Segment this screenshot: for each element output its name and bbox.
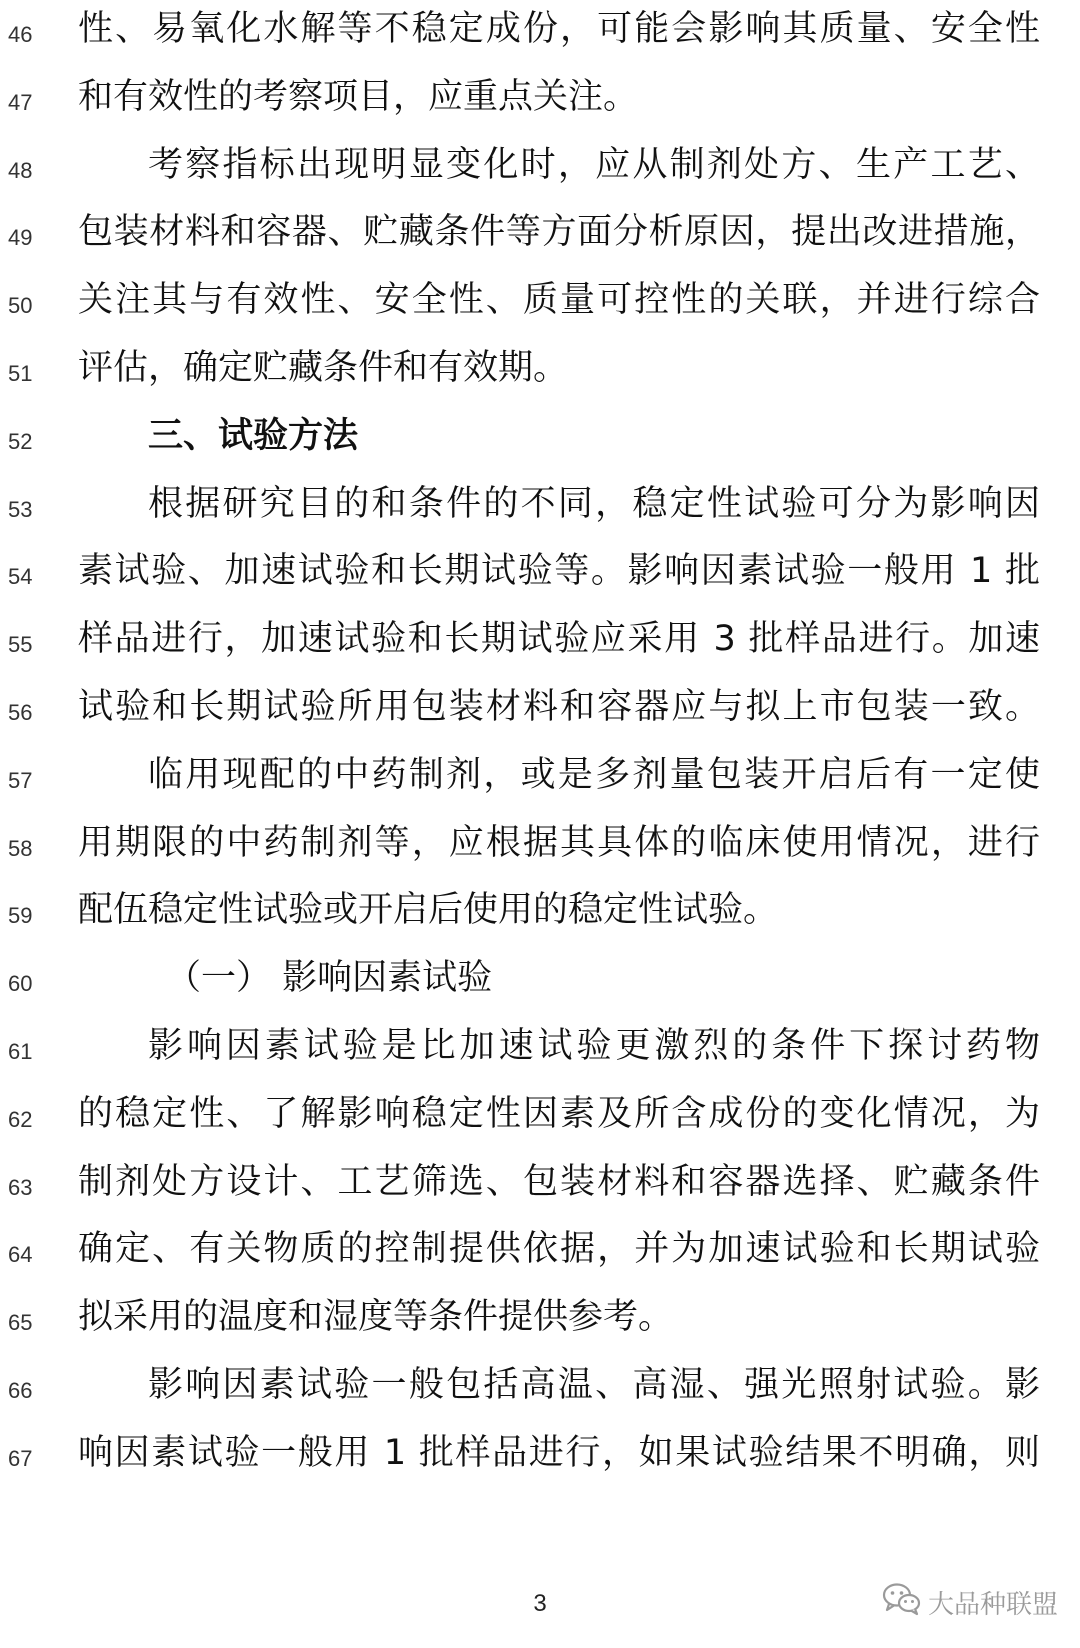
text-line: [0, 1356, 1080, 1428]
line-number: 55: [8, 632, 33, 658]
line-number: 57: [8, 767, 33, 793]
line-text: 性、易氧化水解等不稳定成份，可能会影响其质量、安全性: [78, 9, 1040, 49]
text-line: [0, 949, 1080, 1021]
text-line: [0, 1017, 1080, 1089]
text-line: [0, 136, 1080, 208]
text-line: [0, 542, 1080, 614]
line-text: 考察指标出现明显变化时，应从制剂处方、生产工艺、: [148, 144, 1040, 185]
text-line: [0, 0, 1080, 72]
watermark: [882, 1582, 1058, 1623]
text-line: [0, 203, 1080, 275]
line-number: 52: [8, 428, 33, 454]
text-line: [0, 475, 1080, 547]
section-heading: 三、试验方法: [148, 415, 359, 456]
subsection-heading: （一） 影响因素试验: [166, 958, 493, 999]
text-line: [0, 407, 1080, 479]
line-number: 51: [8, 361, 33, 386]
text-line: [0, 610, 1080, 682]
wechat-icon: [882, 1582, 922, 1623]
text-line: [0, 68, 1080, 140]
line-text: 临用现配的中药制剂，或是多剂量包装开启后有一定使: [148, 754, 1040, 795]
line-number: 53: [8, 496, 33, 522]
text-line: [0, 339, 1080, 411]
line-number: 62: [8, 1106, 33, 1132]
text-line: [0, 1153, 1080, 1225]
line-number: 48: [8, 157, 33, 183]
line-text: 素试验、加速试验和长期试验等。影响因素试验一般用 1 批: [78, 551, 1040, 592]
line-number: 60: [8, 971, 33, 997]
line-text: 试验和长期试验所用包装材料和容器应与拟上市包装一致。: [78, 687, 1040, 727]
text-line: [0, 1085, 1080, 1157]
line-text: 用期限的中药制剂等，应根据其具体的临床使用情况，进行: [78, 822, 1040, 863]
line-text: 关注其与有效性、安全性、质量可控性的关联，并进行综合: [78, 280, 1040, 321]
text-line: [0, 814, 1080, 886]
line-text: 影响因素试验一般包括高温、高湿、强光照射试验。影: [148, 1365, 1040, 1405]
line-number: 59: [8, 903, 33, 929]
line-number: 63: [8, 1174, 33, 1200]
text-line: [0, 1288, 1080, 1360]
line-number: 46: [8, 22, 33, 47]
line-number: 47: [8, 89, 33, 115]
line-text: 影响因素试验是比加速试验更激烈的条件下探讨药物: [148, 1026, 1040, 1066]
text-line: [0, 271, 1080, 343]
text-line: [0, 1424, 1080, 1496]
line-text: 配伍稳定性试验或开启后使用的稳定性试验。: [78, 890, 779, 931]
line-number: 54: [8, 564, 33, 590]
watermark-text: 大品种联盟: [927, 1590, 1058, 1620]
line-text: 响因素试验一般用 1 批样品进行，如果试验结果不明确，则: [78, 1432, 1040, 1473]
text-line: [0, 746, 1080, 818]
line-text: 和有效性的考察项目，应重点关注。: [78, 76, 639, 117]
line-text: 拟采用的温度和湿度等条件提供参考。: [78, 1297, 674, 1338]
line-number: 56: [8, 700, 33, 725]
line-text: 包装材料和容器、贮藏条件等方面分析原因，提出改进措施，: [78, 212, 1040, 253]
line-text: 确定、有关物质的控制提供依据，并为加速试验和长期试验: [78, 1229, 1040, 1270]
line-number: 64: [8, 1242, 33, 1268]
line-number: 49: [8, 225, 33, 251]
line-text: 评估，确定贮藏条件和有效期。: [78, 348, 569, 388]
text-line: [0, 678, 1080, 750]
line-number: 61: [8, 1039, 33, 1064]
line-text: 制剂处方设计、工艺筛选、包装材料和容器选择、贮藏条件: [78, 1161, 1040, 1202]
text-line: [0, 1220, 1080, 1292]
page-number: 3: [533, 1590, 547, 1617]
line-text: 样品进行，加速试验和长期试验应采用 3 批样品进行。加速: [78, 619, 1040, 660]
line-number: 50: [8, 293, 33, 319]
line-text: 的稳定性、了解影响稳定性因素及所含成份的变化情况，为: [78, 1093, 1040, 1134]
line-number: 67: [8, 1445, 33, 1471]
line-number: 58: [8, 835, 33, 861]
text-line: [0, 881, 1080, 953]
line-number: 66: [8, 1378, 33, 1403]
line-number: 65: [8, 1310, 33, 1336]
line-text: 根据研究目的和条件的不同，稳定性试验可分为影响因: [148, 483, 1040, 524]
